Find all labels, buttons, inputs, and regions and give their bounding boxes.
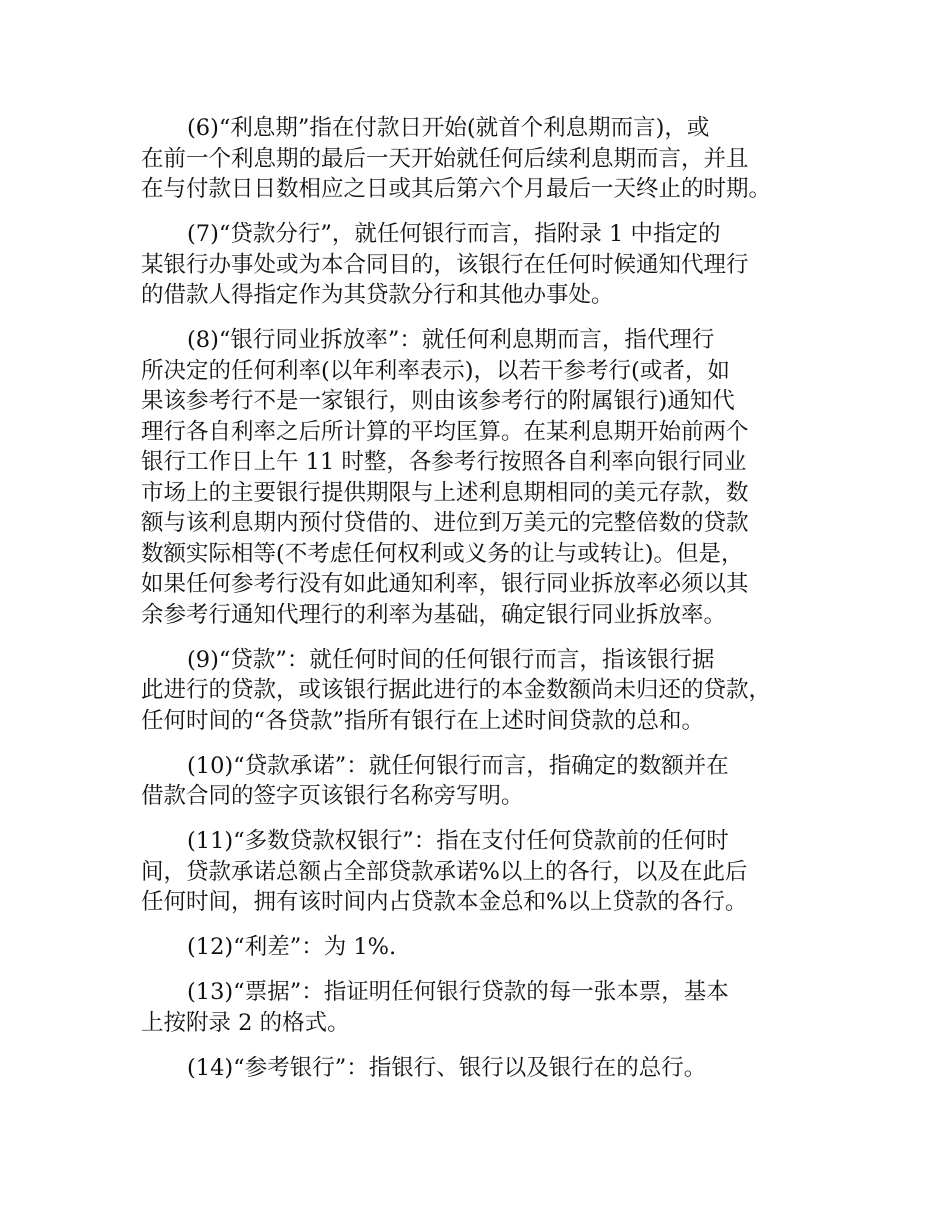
text-line: 余参考行通知代理行的利率为基础，确定银行同业拆放率。 — [141, 601, 727, 628]
text-line: 果该参考行不是一家银行，则由该参考行的附属银行)通知代 — [141, 388, 735, 414]
text-line: 在前一个利息期的最后一天开始就任何后续利息期而言，并且 — [141, 145, 749, 172]
text-line: (10)“贷款承诺”：就任何银行而言，指确定的数额并在 — [187, 752, 729, 779]
text-line: 上按附录 2 的格式。 — [141, 1009, 350, 1036]
text-line: 银行工作日上午 11 时整，各参考行按照各自利率向银行同业 — [141, 449, 747, 475]
text-line: 任何时间的“各贷款”指所有银行在上述时间贷款的总和。 — [141, 707, 705, 734]
text-line: (9)“贷款”：就任何时间的任何银行而言，指该银行据 — [187, 646, 715, 673]
definition-paragraph-12 — [141, 932, 831, 963]
text-line: 如果任何参考行没有如此通知利率，银行同业拆放率必须以其 — [141, 571, 749, 597]
definition-paragraph-6 — [141, 113, 831, 205]
text-line: (8)“银行同业拆放率”：就任何利息期而言，指代理行 — [187, 327, 715, 353]
text-line: 间，贷款承诺总额占全部贷款承诺%以上的各行，以及在此后 — [141, 858, 748, 885]
definition-paragraph-8 — [141, 325, 831, 630]
text-line: 市场上的主要银行提供期限与上述利息期相同的美元存款，数 — [141, 479, 749, 506]
text-line: 某银行办事处或为本合同目的，该银行在任何时候通知代理行 — [141, 251, 749, 278]
definition-paragraph-10 — [141, 751, 831, 812]
text-line: 理行各自利率之后所计算的平均匡算。在某利息期开始前两个 — [141, 418, 749, 445]
definition-paragraph-14 — [141, 1053, 831, 1084]
text-line: (7)“贷款分行”，就任何银行而言，指附录 1 中指定的 — [187, 221, 721, 247]
text-line: 的借款人得指定作为其贷款分行和其他办事处。 — [141, 282, 614, 308]
definition-paragraph-9 — [141, 645, 831, 737]
text-line: 此进行的贷款，或该银行据此进行的本金数额尚未归还的贷款， — [141, 677, 772, 703]
text-line: 额与该利息期内预付贷借的、进位到万美元的完整倍数的贷款 — [141, 510, 749, 536]
text-line: 借款合同的签字页该银行名称旁写明。 — [141, 783, 524, 809]
text-line: (6)“利息期”指在付款日开始(就首个利息期而言)，或 — [187, 115, 710, 141]
text-line: (13)“票据”：指证明任何银行贷款的每一张本票，基本 — [187, 979, 729, 1005]
text-line: 所决定的任何利率(以年利率表示)，以若干参考行(或者，如 — [141, 357, 730, 384]
definition-paragraph-11 — [141, 826, 831, 918]
text-line: 数额实际相等(不考虑任何权利或义务的让与或转让)。但是， — [141, 540, 744, 567]
definition-paragraph-13 — [141, 977, 831, 1038]
text-line: 任何时间，拥有该时间内占贷款本金总和%以上贷款的各行。 — [141, 889, 748, 915]
text-line: (12)“利差”：为 1%. — [187, 934, 397, 960]
definition-paragraph-7 — [141, 219, 831, 311]
text-line: (14)“参考银行”：指银行、银行以及银行在的总行。 — [187, 1054, 707, 1081]
text-line: 在与付款日日数相应之日或其后第六个月最后一天终止的时期。 — [141, 176, 772, 202]
document-body — [141, 113, 831, 1098]
text-line: (11)“多数贷款权银行”：指在支付任何贷款前的任何时 — [187, 828, 729, 854]
